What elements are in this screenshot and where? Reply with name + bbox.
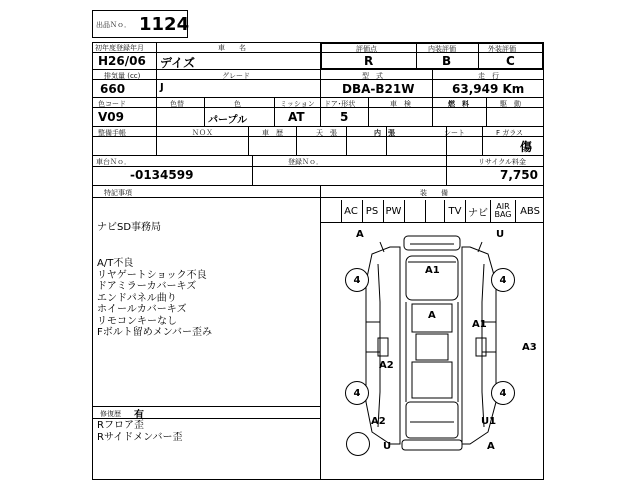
equipment-abs: ABS	[520, 205, 540, 217]
rule	[92, 155, 544, 156]
rule	[156, 42, 157, 70]
equipment-airbag: AIR BAG	[494, 202, 512, 219]
tire-front-right: 4	[491, 268, 515, 292]
rule	[362, 200, 363, 222]
front-glass-value: 傷	[520, 140, 533, 154]
inspection-label: 車 検	[390, 100, 411, 108]
equipment-blank	[405, 200, 425, 222]
interior-grade-label: 内装評価	[428, 45, 456, 53]
spare-tire	[346, 432, 370, 456]
lot-box	[92, 10, 188, 38]
rule	[446, 155, 447, 186]
rule	[204, 97, 205, 127]
special-note-line: リヤゲートショック不良	[97, 269, 207, 281]
damage-mark: A1	[472, 319, 487, 330]
rule	[368, 97, 369, 127]
rule	[92, 97, 544, 98]
recycle-value: 7,750	[500, 168, 538, 182]
damage-mark: A1	[425, 265, 440, 276]
exterior-grade-value: C	[506, 54, 515, 68]
color-name-value: パープル	[208, 115, 248, 126]
rule	[296, 126, 297, 156]
equipment-tv: TV	[448, 205, 462, 217]
rule	[156, 97, 157, 127]
rule	[248, 126, 249, 156]
tire-rear-right: 4	[491, 381, 515, 405]
damage-mark: A3	[522, 342, 537, 353]
rule	[482, 126, 483, 156]
interior-trim-label: 内 張	[374, 129, 395, 137]
displacement-value: 660	[100, 82, 126, 96]
special-note-line: A/T不良	[97, 258, 134, 269]
displacement-label: 排気量 (cc)	[104, 72, 141, 80]
chassis-label: 車台Ｎｏ．	[96, 158, 131, 166]
roof-label: 天 張	[316, 129, 337, 137]
rule	[478, 42, 479, 70]
rule	[156, 126, 157, 156]
color-name-label: 色	[234, 100, 241, 108]
tire-rear-left: 4	[345, 381, 369, 405]
equipment-ac: AC	[344, 205, 358, 217]
repair-notes-list	[97, 420, 182, 443]
rule	[444, 200, 445, 222]
car-name-label: 車 名	[218, 44, 246, 52]
mileage-value: 63,949 Km	[452, 82, 525, 96]
rule	[92, 406, 320, 407]
model-value: DBA-B21W	[342, 82, 415, 96]
rule	[416, 42, 417, 70]
lot-label: 出品Ｎｏ．	[96, 21, 131, 29]
lot-number: 1124	[139, 14, 190, 35]
service-book-label: 整備手帳	[98, 129, 126, 137]
tire-front-left: 4	[345, 268, 369, 292]
special-note-line: Fボルト留めメンバー歪み	[97, 327, 213, 338]
special-note-top: ナビSD事務局	[97, 222, 162, 233]
rule	[320, 97, 321, 127]
seat-label: シート	[444, 129, 465, 137]
drive-label: 駆 動	[500, 100, 521, 108]
rule	[425, 200, 426, 222]
color-change-label: 色替	[170, 100, 184, 108]
first-reg-label: 初年度登録年月	[95, 44, 144, 52]
nox-label: ＮＯＸ	[192, 129, 213, 137]
rule	[341, 200, 342, 222]
car-name-value: デイズ	[160, 56, 196, 70]
rule	[156, 69, 157, 98]
doors-label: ドア･形状	[324, 100, 356, 108]
repair-note-line: Rフロア歪	[97, 420, 144, 431]
model-label: 型 式	[362, 72, 383, 80]
rule	[404, 200, 405, 222]
fuel-label: 燃 料	[448, 100, 469, 108]
rule	[274, 97, 275, 127]
equipment-blank	[426, 200, 444, 222]
rule	[92, 79, 544, 80]
rule	[432, 97, 433, 127]
rule	[346, 126, 347, 156]
damage-mark: A	[487, 441, 495, 452]
history-label: 車 歴	[262, 129, 283, 137]
rule	[383, 200, 384, 222]
front-glass-label: F ガラス	[496, 129, 524, 137]
mission-value: AT	[288, 110, 305, 124]
mileage-label: 走 行	[478, 72, 499, 80]
exterior-grade-label: 外装評価	[488, 45, 516, 53]
special-note-line: ホイールカバーキズ	[97, 304, 187, 315]
special-notes-list	[97, 258, 212, 339]
rule	[465, 200, 466, 222]
score-value: R	[364, 54, 374, 68]
damage-mark: U	[383, 441, 392, 452]
rule	[320, 69, 321, 98]
special-note-line: ドアミラーカバーキズ	[97, 281, 197, 292]
equipment-navi: ナビ	[468, 207, 488, 219]
damage-mark: A2	[379, 360, 394, 371]
score-label: 評価点	[356, 45, 377, 53]
damage-mark: U1	[481, 416, 497, 427]
damage-mark: A	[356, 229, 364, 240]
grade-label: グレード	[222, 72, 250, 80]
repair-note-line: Rサイドメンバー歪	[97, 431, 183, 443]
rule	[92, 185, 544, 186]
rule	[486, 97, 487, 127]
rule	[515, 200, 516, 222]
first-reg-value: H26/06	[98, 54, 146, 68]
registration-label: 登録Ｎｏ．	[288, 158, 323, 166]
special-note-line: エンドパネル曲り	[97, 292, 177, 304]
rule	[490, 200, 491, 222]
interior-grade-value: B	[442, 54, 452, 68]
rule	[432, 69, 433, 98]
rule	[252, 155, 253, 186]
damage-mark: A2	[371, 416, 386, 427]
equipment-pw: PW	[385, 205, 402, 217]
equipment-label: 装 備	[420, 189, 448, 197]
color-code-label: 色コード	[98, 100, 126, 108]
rule	[92, 418, 320, 419]
special-note-line: リモコンキーなし	[97, 315, 177, 327]
chassis-value: -0134599	[130, 168, 194, 182]
recycle-label: リサイクル料金	[478, 158, 527, 166]
repair-history-label: 修復歴	[100, 410, 121, 418]
repair-history-value: 有	[134, 410, 144, 421]
mission-label: ミッション	[280, 100, 315, 108]
rule	[92, 107, 544, 108]
doors-value: 5	[340, 110, 349, 124]
rule	[92, 126, 544, 127]
color-code-value: V09	[98, 110, 124, 124]
special-notes-label: 特記事項	[104, 189, 132, 197]
equipment-ps: PS	[365, 205, 379, 217]
grade-value: J	[160, 82, 164, 93]
rule	[92, 197, 544, 198]
damage-mark: A	[428, 310, 436, 321]
damage-mark: U	[496, 229, 505, 240]
